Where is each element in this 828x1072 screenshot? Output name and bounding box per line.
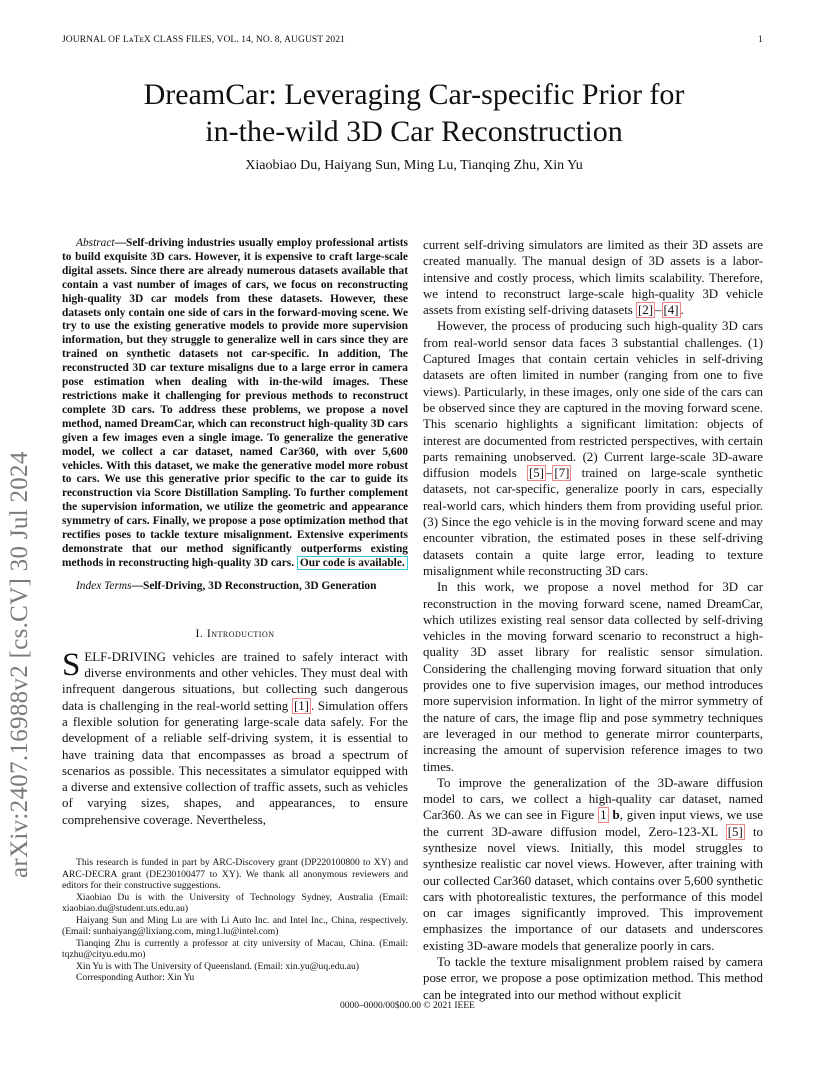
paragraph-text: To improve the generalization of the 3D-aware diffusion model to cars, we collect a high-quality car dataset, named Car360. As we can see in Figure (423, 775, 763, 823)
paper-title (62, 76, 766, 150)
body-paragraph (423, 318, 763, 579)
body-paragraph: In this work, we propose a novel method for 3D car reconstruction in the moving forward scene, named DreamCar, which utilizes existing real sensor data collected by self-driving vehicles in the moving forward scenario to reconstruct a high-quality 3D asset library for realistic sensor simulation. Considering the challenging moving forward situation that only provides one to five supervision images, our method introduces more supervision information. In light of the mirror symmetry of the nature of cars, the image flip and pose symmetry techniques are leveraged in our method to generate mirror counterparts, increasing the amount of supervision reference images to two times. (423, 580, 763, 774)
journal-header: JOURNAL OF LᴀTᴇX CLASS FILES, VOL. 14, NO. 8, AUGUST 2021 (62, 35, 345, 45)
paragraph-text: . (680, 303, 684, 318)
footnote-affiliation: Tianqing Zhu is currently a professor at city university of Macau, China. (Email: tqzhu@cityu.edu.mo) (62, 937, 408, 960)
body-paragraph (423, 237, 763, 318)
body-paragraph (423, 775, 763, 954)
footnotes (62, 857, 408, 984)
body-paragraph: To tackle the texture misalignment problem raised by camera pose error, we propose a pose optimization method. This method can be integrated into our method without explicit (423, 955, 763, 1002)
citation-link[interactable]: [5] (528, 466, 544, 481)
footnote-corresponding: Corresponding Author: Xin Yu (76, 972, 195, 983)
index-terms (62, 579, 408, 593)
footnote-funding: This research is funded in part by ARC-Discovery grant (DP220100800 to XY) and ARC-DECRA grant (DE230100477 to XY). We thank all anonymous reviewers and editors for their constructive suggestions. (62, 857, 408, 891)
index-terms-label: Index Terms (76, 579, 132, 592)
copyright-notice: 0000–0000/00$00.00 © 2021 IEEE (340, 1001, 475, 1011)
citation-link[interactable]: [2] (638, 303, 654, 318)
drop-cap: S (62, 646, 81, 683)
abstract (62, 237, 408, 571)
intro-text-end: . Simulation offers a flexible solution for generating large-scale data safely. For the development of a reliable self-driving system, it is essential to have training data that encompasses as broad a spectrum of scenarios as possible. This necessitates a simulator equipped with a diverse and extensive collection of traffic assets, such as vehicles of varying sizes, shapes, and appearances, to ensure comprehensive coverage. Nevertheless, (62, 698, 408, 827)
title-line-2: in-the-wild 3D Car Reconstruction (205, 115, 623, 148)
citation-link[interactable]: [7] (554, 466, 570, 481)
footnote-affiliation: Xin Yu is with The University of Queensland. (Email: xin.yu@uq.edu.au) (76, 960, 360, 972)
section-heading (62, 626, 408, 641)
arxiv-stamp: arXiv:2407.16988v2 [cs.CV] 30 Jul 2024 (6, 451, 33, 878)
footnote-affiliation: Xiaobiao Du is with the University of Technology Sydney, Australia (Email: xiaobiao.du@student.uts.edu.au) (62, 891, 408, 914)
paragraph-text: current self-driving simulators are limited as their 3D assets are created manually. The manual design of 3D assets is a labor-intensive and costly process, which limits scalability. Therefore, we intend to reconstruct large-scale high-quality 3D vehicle assets from existing self-driving datasets (423, 238, 763, 318)
left-column (62, 237, 408, 828)
range-dash: – (545, 466, 553, 481)
code-link[interactable]: Our code is available. (297, 556, 408, 570)
section-title: Introduction (206, 625, 275, 640)
range-dash: – (655, 303, 662, 318)
section-numeral: I. (195, 625, 207, 640)
index-terms-text: —Self-Driving, 3D Reconstruction, 3D Generation (131, 579, 377, 592)
figure-panel-label: b (608, 808, 620, 823)
abstract-text: —Self-driving industries usually employ professional artists to build exquisite 3D cars. However, it is expensive to craft large-scale digital assets. Since there are already numerous datasets available that contain a vast number of images of cars, we focus on reconstructing high-quality 3D car models from these datasets. However, these datasets only contain one side of cars in the forward-moving scene. We try to use the existing generative models to provide more supervision information, but they struggle to generalize well in cars since they are trained on synthetic datasets not car-specific. In addition, The reconstructed 3D car texture misaligns due to a large error in camera pose estimation when dealing with in-the-wild images. These restrictions make it challenging for previous methods to reconstruct complete 3D cars. To address these problems, we propose a novel method, named DreamCar, which can reconstruct high-quality 3D cars given a few images even a single image. To generalize the generative model, we collect a car dataset, named Car360, with over 5,600 vehicles. With this dataset, we make the generative model more robust to cars. We use this generative prior specific to the car to guide its reconstruction via Score Distillation Sampling. To further complement the supervision information, we utilize the geometric and appearance symmetry of cars. Finally, we propose a pose optimization method that rectifies poses to tackle texture misalignment. Extensive experiments demonstrate that our method significantly outperforms existing methods in reconstructing high-quality 3D cars. (62, 237, 408, 569)
paragraph-text: , given input views, we use the current 3D-aware diffusion model, Zero-123-XL (423, 808, 764, 839)
paragraph-text: to synthesize novel views. Initially, this model struggles to synthesize realistic car novel views. However, after training with our collected Car360 dataset, which contains over 5,600 synthetic cars with photorealistic textures, the performance of this model on car images significantly improved. This improvement emphasizes the importance of our datasets and underscores existing 3D-aware models that generalize poorly in cars. (423, 824, 763, 953)
figure-link[interactable]: 1 (600, 808, 607, 823)
citation-link[interactable]: [5] (727, 824, 743, 839)
abstract-label: Abstract (76, 237, 115, 249)
paragraph-text: trained on large-scale synthetic datasets, not car-specific, generalize poorly in cars, especially real-world cars, which hinders them from providing useful prior. (3) Since the ego vehicle is in the moving forward scene and may encounter vibration, the estimated poses in these self-driving datasets contain a quite large error, leading to texture misalignment while reconstructing 3D cars. (423, 466, 764, 578)
right-column (423, 237, 763, 1003)
intro-text-start: ELF-DRIVING vehicles are trained to safely interact with diverse environments and other vehicles. They must deal with infrequent dangerous situations, but collecting such dangerous data is challenging in the real-world setting (62, 649, 408, 713)
citation-link[interactable]: [1] (293, 698, 309, 713)
title-line-1: DreamCar: Leveraging Car-specific Prior for (143, 78, 685, 111)
footnote-affiliation: Haiyang Sun and Ming Lu are with Li Auto Inc. and Intel Inc., China, respectively. (Email: sunhaiyang@lixiang.com, ming1.lu@intel.com) (62, 914, 408, 937)
intro-paragraph (62, 646, 408, 828)
page-number: 1 (758, 35, 763, 45)
paragraph-text: However, the process of producing such high-quality 3D cars from real-world sensor data faces 3 substantial challenges. (1) Captured Images that contain certain vehicles in self-driving datasets are often limited in number (ranging from one to five views). Particularly, in these images, only one side of the cars can be observed since they are captured in the moving forward scene. This scenario highlights a significant limitation: objects of interest are documented from restricted perspectives, with certain parts remaining unobserved. (2) Current large-scale 3D-aware diffusion models (423, 319, 763, 481)
author-list: Xiaobiao Du, Haiyang Sun, Ming Lu, Tianqing Zhu, Xin Yu (245, 158, 583, 173)
citation-link[interactable]: [4] (663, 303, 679, 318)
